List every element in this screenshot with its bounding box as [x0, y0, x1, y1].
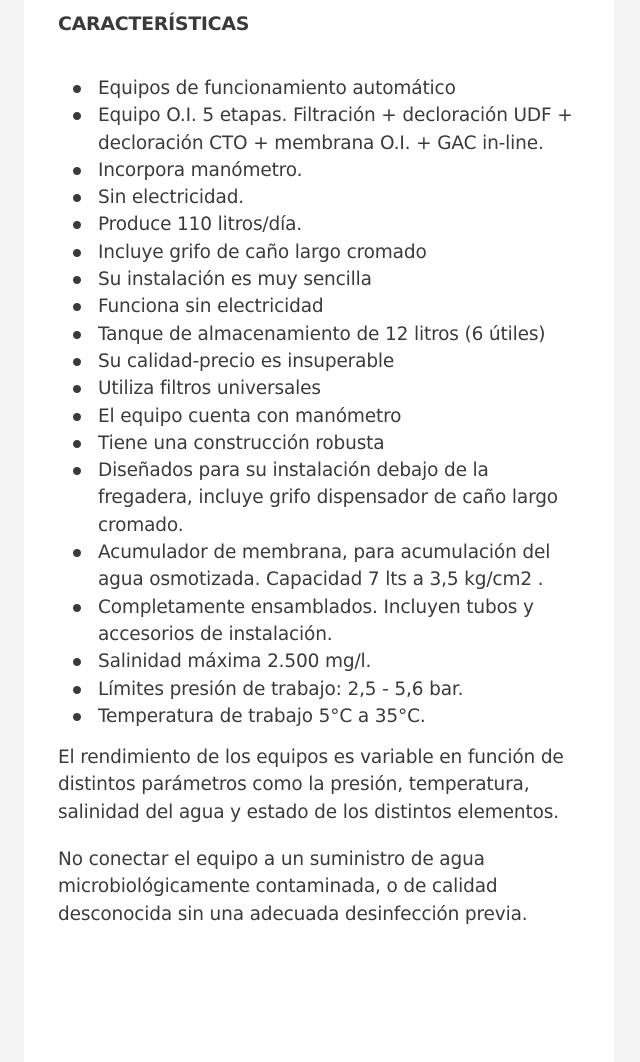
safety-warning: No conectar el equipo a un suministro de agua microbiológicamente contaminada, o de calidad desconocida sin una adecuada desinfección previa. — [58, 849, 528, 925]
list-item — [98, 703, 580, 730]
list-item — [98, 375, 580, 402]
list-item — [98, 403, 580, 430]
bullet-icon — [73, 549, 81, 557]
list-item — [98, 676, 580, 703]
bullet-icon — [73, 276, 81, 284]
bullet-icon — [73, 85, 81, 93]
features-list — [58, 75, 580, 730]
list-item-text: Equipo O.I. 5 etapas. Filtración + decloración UDF + decloración CTO + membrana O.I. + GAC in-line. — [98, 105, 573, 154]
bullet-icon — [73, 194, 81, 202]
list-item — [98, 184, 580, 211]
list-item — [98, 648, 580, 675]
list-item — [98, 594, 580, 649]
list-item-text: Completamente ensamblados. Incluyen tubos y accesorios de instalación. — [98, 596, 534, 645]
list-item — [98, 457, 580, 539]
list-item-text: Acumulador de membrana, para acumulación del agua osmotizada. Capacidad 7 lts a 3,5 kg/cm2 . — [98, 542, 551, 591]
bullet-icon — [73, 467, 81, 475]
list-item — [98, 430, 580, 457]
list-item — [98, 239, 580, 266]
list-item-text: Su calidad-precio es insuperable — [98, 350, 395, 372]
list-item-text: Tiene una construcción robusta — [98, 432, 385, 454]
list-item-text: Utiliza filtros universales — [98, 378, 321, 400]
list-item — [98, 348, 580, 375]
list-item — [98, 157, 580, 184]
list-item-text: Funciona sin electricidad — [98, 296, 324, 318]
list-item-text: Límites presión de trabajo: 2,5 - 5,6 bar. — [98, 678, 464, 700]
bullet-icon — [73, 604, 81, 612]
bullet-icon — [73, 167, 81, 175]
list-item-text: Incluye grifo de caño largo cromado — [98, 241, 427, 263]
bullet-icon — [73, 303, 81, 311]
list-item — [98, 102, 580, 157]
bullet-icon — [73, 440, 81, 448]
bullet-icon — [73, 385, 81, 393]
list-item-text: Tanque de almacenamiento de 12 litros (6 útiles) — [98, 323, 546, 345]
list-item-text: Incorpora manómetro. — [98, 159, 303, 181]
list-item — [98, 266, 580, 293]
bullet-icon — [73, 658, 81, 666]
list-item — [98, 539, 580, 594]
list-item — [98, 75, 580, 102]
list-item-text: Sin electricidad. — [98, 187, 245, 209]
list-item-text: Equipos de funcionamiento automático — [98, 78, 456, 99]
bullet-icon — [73, 331, 81, 339]
section-title: CARACTERÍSTICAS — [58, 13, 250, 35]
bullet-icon — [73, 112, 81, 120]
bullet-icon — [73, 249, 81, 257]
list-item-text: Produce 110 litros/día. — [98, 214, 303, 236]
bullet-icon — [73, 413, 81, 421]
list-item-text: Diseñados para su instalación debajo de la fregadera, incluye grifo dispensador de caño largo cromado. — [98, 460, 558, 536]
bullet-icon — [73, 713, 81, 721]
performance-note: El rendimiento de los equipos es variable en función de distintos parámetros como la presión, temperatura, salinidad del agua y estado de los distintos elementos. — [58, 747, 564, 823]
list-item — [98, 211, 580, 238]
bullet-icon — [73, 686, 81, 694]
product-description-card — [24, 0, 614, 1062]
list-item-text: Su instalación es muy sencilla — [98, 269, 372, 291]
list-item-text: Salinidad máxima 2.500 mg/l. — [98, 651, 372, 673]
list-item — [98, 293, 580, 320]
list-item-text: El equipo cuenta con manómetro — [98, 405, 402, 427]
bullet-icon — [73, 358, 81, 366]
bullet-icon — [73, 221, 81, 229]
list-item-text: Temperatura de trabajo 5°C a 35°C. — [98, 705, 426, 727]
list-item — [98, 321, 580, 348]
